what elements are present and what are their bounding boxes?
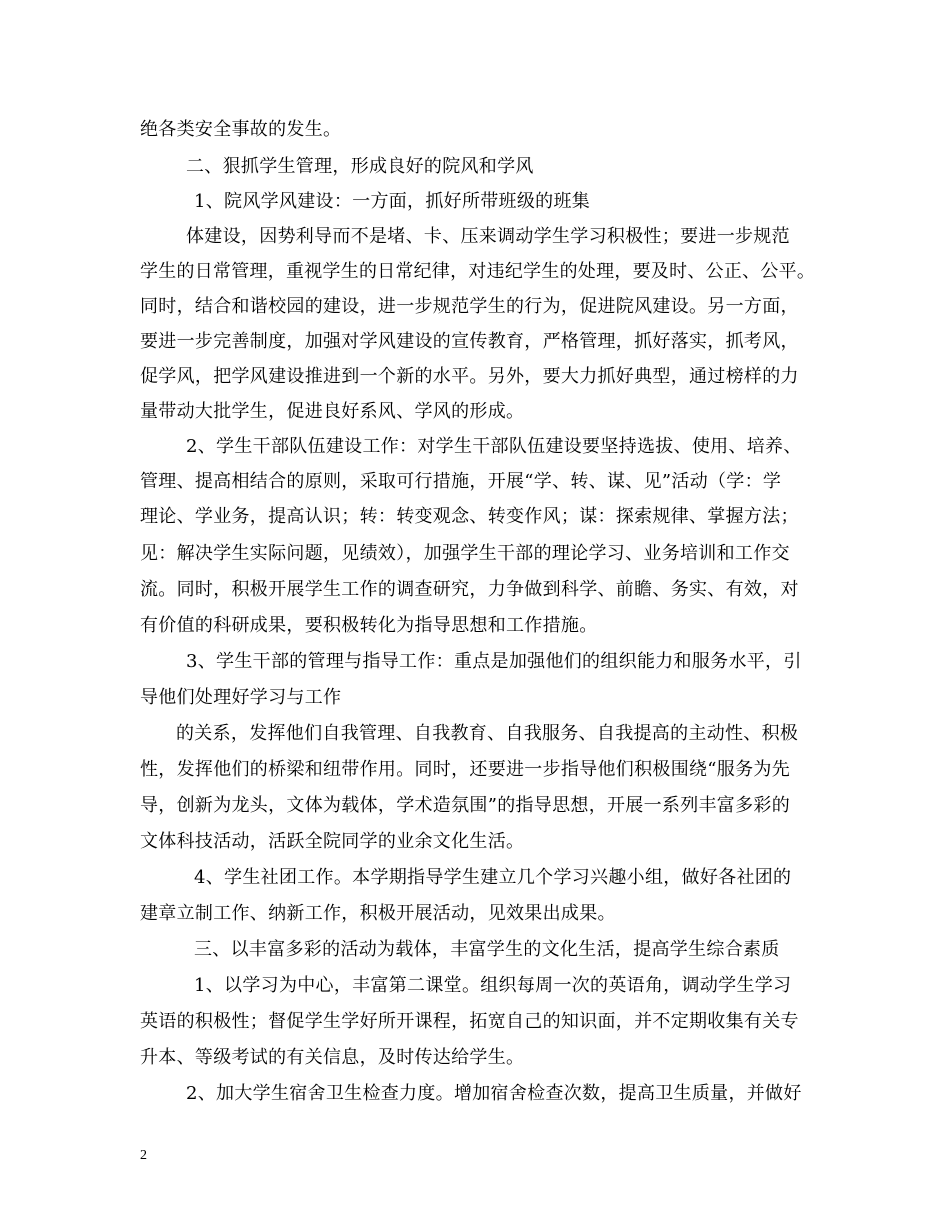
text-line: 流。同时，积极开展学生工作的调查研究，力争做到科学、前瞻、务实、有效，对 — [140, 579, 799, 600]
text-line: 升本、等级考试的有关信息，及时传达给学生。 — [140, 1047, 525, 1068]
page-number: 2 — [140, 1148, 147, 1163]
text-line: 体建设，因势利导而不是堵、卡、压来调动学生学习积极性；要进一步规范 — [186, 226, 790, 247]
text-line: 性，发挥他们的桥梁和纽带作用。同时，还要进一步指导他们积极围绕“服务为先 — [140, 759, 790, 780]
text-line: 2、学生干部队伍建设工作：对学生干部队伍建设要坚持选拔、使用、培养、 — [186, 436, 802, 457]
text-line: 量带动大批学生，促进良好系风、学风的形成。 — [140, 401, 525, 422]
text-line: 文体科技活动，活跃全院同学的业余文化生活。 — [140, 831, 525, 852]
text-line: 学生的日常管理，重视学生的日常纪律，对违纪学生的处理，要及时、公正、公平。 — [140, 261, 816, 282]
section-heading: 三、以丰富多彩的活动为载体，丰富学生的文化生活，提高学生综合素质 — [194, 939, 780, 960]
text-line: 要进一步完善制度，加强对学风建设的宣传教育，严格管理，抓好落实，抓考风， — [140, 331, 799, 352]
text-line: 1、院风学风建设：一方面，抓好所带班级的班集 — [194, 191, 591, 212]
text-line: 英语的积极性；督促学生学好所开课程，拓宽自己的知识面，并不定期收集有关专 — [140, 1011, 799, 1032]
text-line: 建章立制工作、纳新工作，积极开展活动，见效果出成果。 — [140, 903, 616, 924]
text-line: 3、学生干部的管理与指导工作：重点是加强他们的组织能力和服务水平，引 — [186, 651, 802, 672]
text-line: 4、学生社团工作。本学期指导学生建立几个学习兴趣小组，做好各社团的 — [194, 867, 792, 888]
text-line: 绝各类安全事故的发生。 — [140, 119, 342, 140]
text-line: 同时，结合和谐校园的建设，进一步规范学生的行为，促进院风建设。另一方面， — [140, 296, 799, 317]
text-line: 导，创新为龙头，文体为载体，学术造氛围”的指导思想，开展一系列丰富多彩的 — [140, 795, 790, 816]
text-line: 导他们处理好学习与工作 — [140, 687, 342, 708]
section-heading: 二、狠抓学生管理，形成良好的院风和学风 — [186, 156, 534, 177]
text-line: 管理、提高相结合的原则，采取可行措施，开展“学、转、谋、见”活动（学：学 — [140, 471, 782, 492]
text-line: 2、加大学生宿舍卫生检查力度。增加宿舍检查次数，提高卫生质量，并做好 — [186, 1083, 802, 1104]
text-line: 理论、学业务，提高认识；转：转变观念、转变作风；谋：探索规律、掌握方法； — [140, 506, 799, 527]
text-line: 1、以学习为中心，丰富第二课堂。组织每周一次的英语角，调动学生学习 — [194, 975, 792, 996]
text-line: 有价值的科研成果，要积极转化为指导思想和工作措施。 — [140, 615, 598, 636]
text-line: 见：解决学生实际问题，见绩效），加强学生干部的理论学习、业务培训和工作交 — [140, 543, 790, 564]
text-line: 的关系，发挥他们自我管理、自我教育、自我服务、自我提高的主动性、积极 — [176, 723, 799, 744]
text-line: 促学风，把学风建设推进到一个新的水平。另外，要大力抓好典型，通过榜样的力 — [140, 366, 799, 387]
